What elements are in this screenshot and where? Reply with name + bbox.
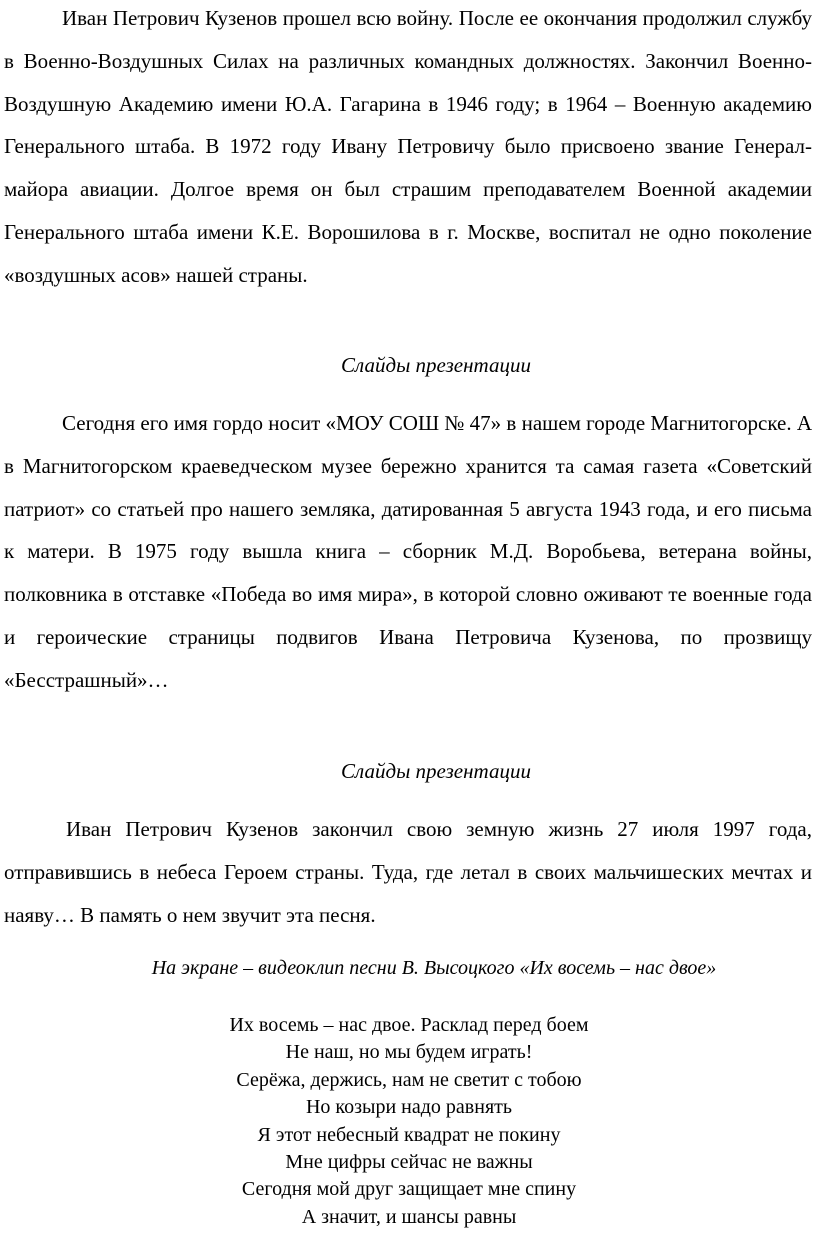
lyric-line: Но козыри надо равнять bbox=[305, 1096, 513, 1119]
lyric-line: Я этот небесный квадрат не покину bbox=[257, 1123, 561, 1146]
heading-slides-2: Слайды презентации bbox=[341, 759, 531, 783]
paragraph-biography: Иван Петрович Кузенов прошел всю войну. После ее окончания продолжил службу в Военно-Воздушных Силах на различных командных должностях. Закончил Военно-Воздушную Академию имени Ю.А. Гагарина в 1946 году; в 1964 – Военную академию Генерального штаба. В 1972 году Ивану Петровичу было присвоено звание Генерал-майора авиации. Долгое время он был страшим преподавателем Военной академии Генерального штаба имени К.Е. Ворошилова в г. Москве, воспитал не одно поколение «воздушных асов» нашей страны. bbox=[4, 6, 812, 287]
lyric-line: Не наш, но мы будем играть! bbox=[285, 1041, 533, 1064]
lyric-line: Сегодня мой друг защищает мне спину bbox=[241, 1178, 577, 1201]
lyric-line: Серёжа, держись, нам не светит с тобою bbox=[236, 1068, 582, 1091]
heading-slides-1: Слайды презентации bbox=[341, 353, 531, 377]
paragraph-legacy: Сегодня его имя гордо носит «МОУ СОШ № 47» в нашем городе Магнитогорске. А в Магнитогорском краеведческом музее бережно хранится та самая газета «Советский патриот» со статьей про нашего земляка, датированная 5 августа 1943 года, и его письма к матери. В 1975 году вышла книга – сборник М.Д. Воробьева, ветерана войны, полковника в отставке «Победа во имя мира», в которой словно оживают те военные года и героические страницы подвигов Ивана Петровича Кузенова, по прозвищу «Бесстрашный»… bbox=[4, 411, 812, 692]
paragraph-memory: Иван Петрович Кузенов закончил свою земную жизнь 27 июля 1997 года, отправившись в небеса Героем страны. Туда, где летал в своих мальчишеских мечтах и наяву… В память о нем звучит эта песня. bbox=[4, 817, 812, 927]
lyric-line: А значит, и шансы равны bbox=[301, 1205, 517, 1228]
lyric-line: Мне цифры сейчас не важны bbox=[285, 1150, 533, 1173]
lyric-line: Их восемь – нас двое. Расклад перед боем bbox=[229, 1014, 589, 1036]
video-clip-note: На экране – видеоклип песни В. Высоцкого «Их восемь – нас двое» bbox=[151, 957, 717, 979]
song-lyrics bbox=[0, 1012, 816, 1231]
